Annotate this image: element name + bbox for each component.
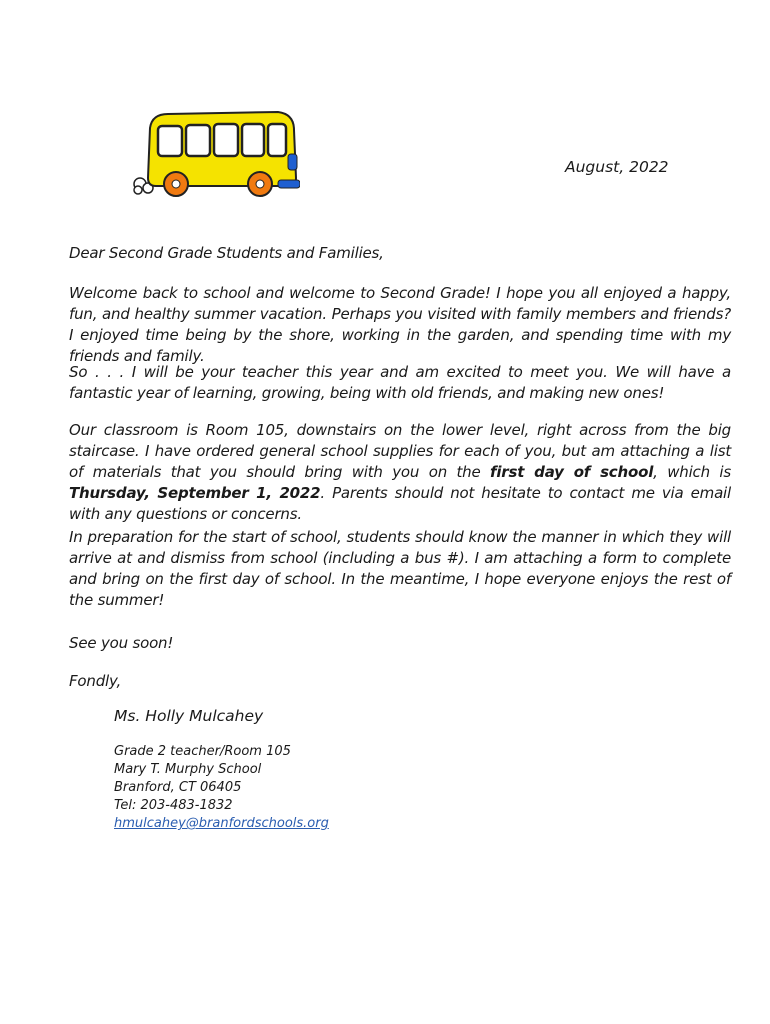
first-day-emphasis: first day of school — [490, 463, 654, 481]
school-bus-icon — [128, 108, 300, 200]
teacher-title: Grade 2 teacher/Room 105 — [114, 744, 291, 759]
email-link[interactable]: hmulcahey@branfordschools.org — [114, 816, 329, 831]
paragraph-3-text-c: . Parents should not hesitate to contact me via email with any questions or concerns. — [69, 484, 731, 523]
paragraph-1: Welcome back to school and welcome to Second Grade! I hope you all enjoyed a happy, fun, and healthy summer vacation. Perhaps you visited with family members and friends? I enjoyed time being by the shore, working in the garden, and spending time with my friends and family. — [69, 284, 731, 365]
paragraph-3 — [69, 420, 731, 525]
school-name: Mary T. Murphy School — [114, 762, 262, 777]
signature-block — [114, 743, 329, 833]
greeting: Dear Second Grade Students and Families, — [69, 244, 384, 262]
closing-fondly: Fondly, — [69, 672, 122, 690]
start-date-emphasis: Thursday, September 1, 2022 — [69, 484, 321, 502]
telephone: Tel: 203-483-1832 — [114, 798, 233, 813]
signature-name: Ms. Holly Mulcahey — [114, 707, 264, 725]
paragraph-3-text-b: , which is — [653, 463, 731, 481]
letter-date: August, 2022 — [565, 158, 669, 176]
paragraph-2: So . . . I will be your teacher this year and am excited to meet you. We will have a fantastic year of learning, growing, being with old friends, and making new ones! — [69, 363, 731, 402]
closing-see-you: See you soon! — [69, 634, 174, 652]
school-city: Branford, CT 06405 — [114, 780, 242, 795]
paragraph-4: In preparation for the start of school, students should know the manner in which they will arrive at and dismiss from school (including a bus #). I am attaching a form to complete and bring on the first day of school. In the meantime, I hope everyone enjoys the rest of the summer! — [69, 528, 731, 609]
paragraph-3-text-a: Our classroom is Room 105, downstairs on the lower level, right across from the big staircase. I have ordered general school supplies for each of you, but am attaching a list of materials that you should bring with you on the — [69, 421, 731, 481]
